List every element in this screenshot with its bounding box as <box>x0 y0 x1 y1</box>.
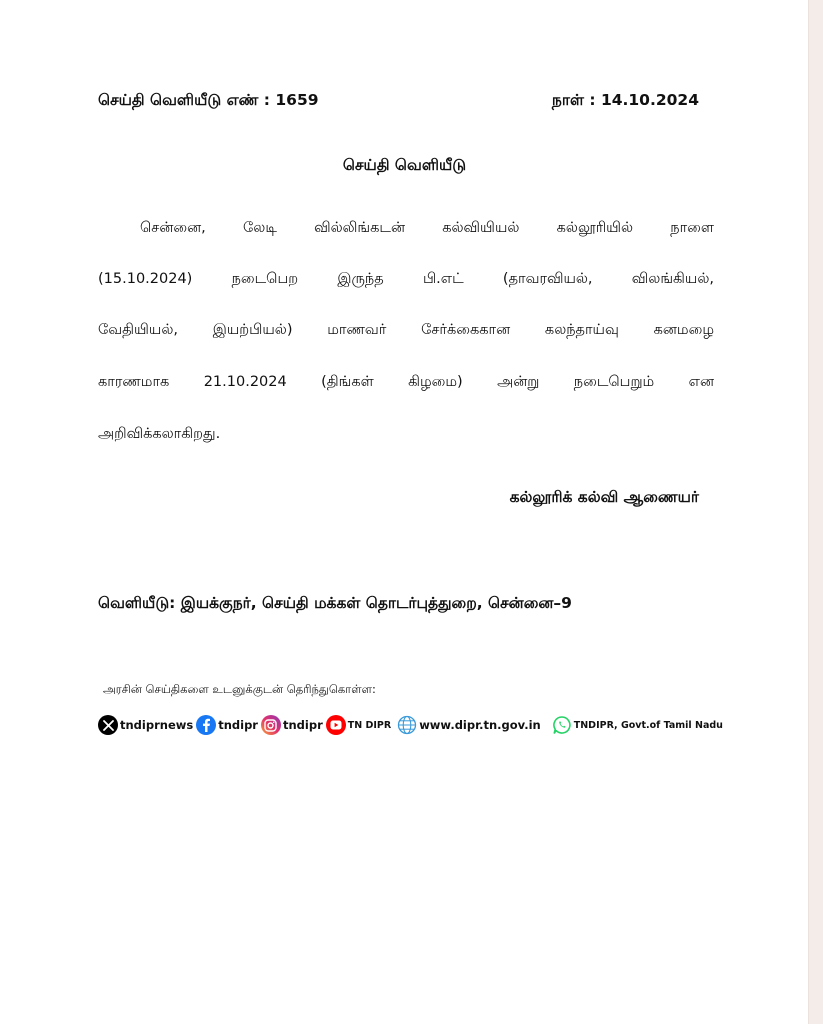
whatsapp-handle: TNDIPR, Govt.of Tamil Nadu <box>573 719 723 731</box>
x-logo-icon <box>98 715 118 735</box>
issuer-line: வெளியீடு: இயக்குநர், செய்தி மக்கள் தொடர்புத்துறை, சென்னை–9 <box>98 594 572 612</box>
signature: கல்லூரிக் கல்வி ஆணையர் <box>509 488 699 506</box>
release-date: நாள் : 14.10.2024 <box>551 91 699 109</box>
page-title: செய்தி வெளியீடு <box>342 156 467 174</box>
x-handle: tndiprnews <box>120 718 194 732</box>
social-whatsapp[interactable] <box>552 715 723 735</box>
social-website[interactable] <box>397 715 541 735</box>
youtube-handle: TN DIPR <box>347 719 392 731</box>
whatsapp-icon <box>552 715 572 735</box>
facebook-icon <box>196 715 216 735</box>
facebook-handle: tndipr <box>218 718 258 732</box>
release-number: செய்தி வெளியீடு எண் : 1659 <box>98 91 319 109</box>
body-line-3: வேதியியல், இயற்பியல்) மாணவர் சேர்க்கைகான கலந்தாய்வு கனமழை <box>98 322 714 338</box>
follow-text: அரசின் செய்திகளை உடனுக்குடன் தெரிந்துகொள்ள: <box>103 682 376 696</box>
social-instagram[interactable] <box>261 715 323 735</box>
page-edge-strip <box>808 0 823 1024</box>
social-links <box>98 713 726 737</box>
body-line-1: சென்னை, லேடி வில்லிங்கடன் கல்வியியல் கல்லூரியில் நாளை <box>140 220 714 236</box>
social-youtube[interactable] <box>326 715 391 735</box>
body-line-5: அறிவிக்கலாகிறது. <box>98 426 221 442</box>
social-x[interactable] <box>98 715 193 735</box>
globe-icon <box>397 715 417 735</box>
instagram-icon <box>261 715 281 735</box>
social-facebook[interactable] <box>196 715 258 735</box>
youtube-icon <box>326 715 346 735</box>
body-line-4: காரணமாக 21.10.2024 (திங்கள் கிழமை) அன்று நடைபெறும் என <box>98 374 714 390</box>
website-link: www.dipr.tn.gov.in <box>419 718 541 732</box>
body-line-2: (15.10.2024) நடைபெற இருந்த பி.எட் (தாவரவியல், விலங்கியல், <box>98 271 714 287</box>
instagram-handle: tndipr <box>282 718 323 732</box>
